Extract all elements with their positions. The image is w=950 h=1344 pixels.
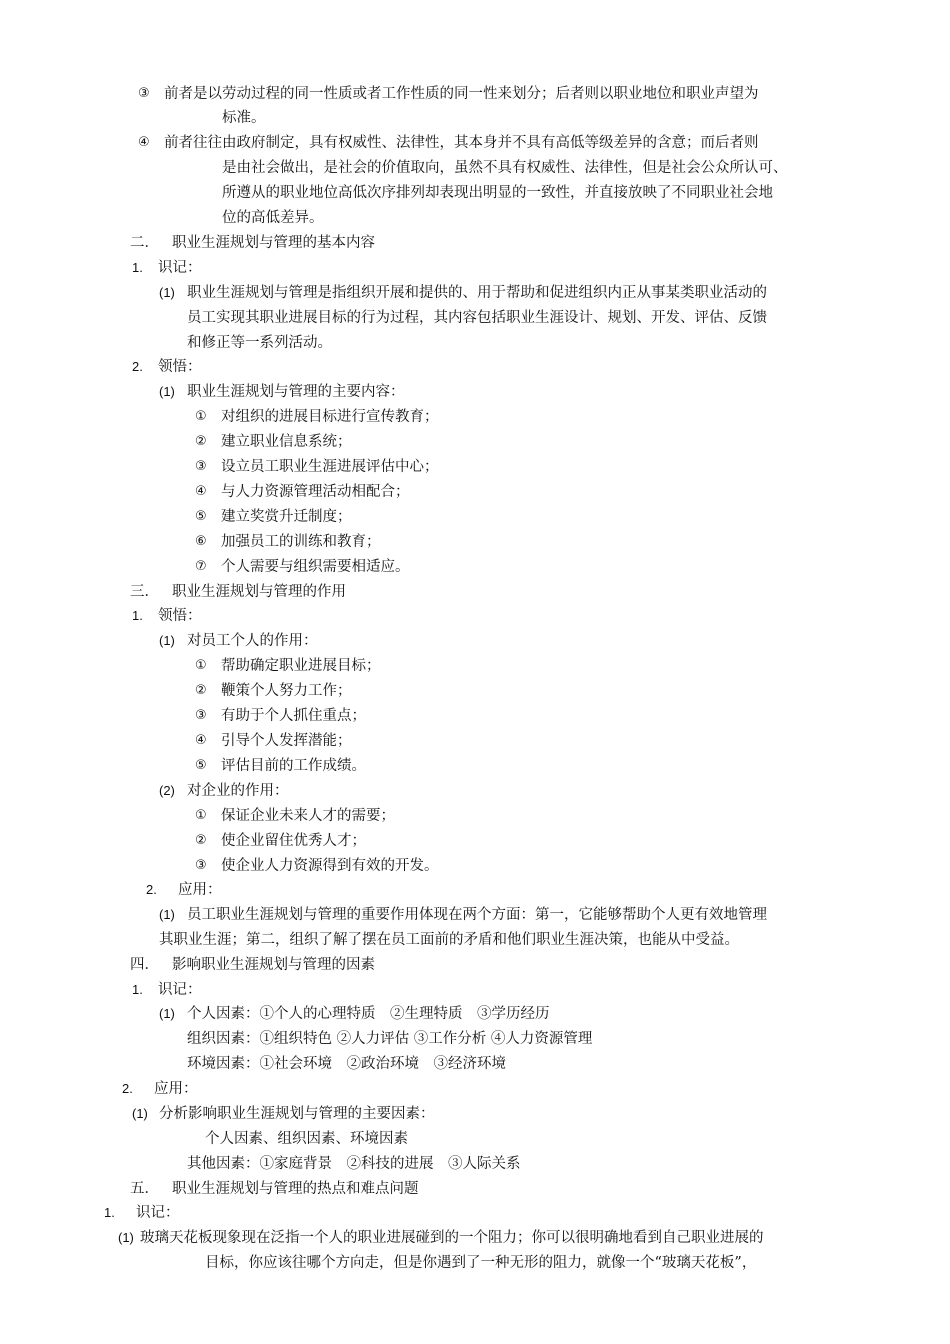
item-marker: ③ [195,858,207,873]
subsection-number: 2. [132,359,143,374]
item-marker: ① [195,808,207,823]
item-marker: ① [195,658,207,673]
section-number: 五． [130,1181,159,1197]
item-marker: ② [195,434,207,449]
paragraph-number: (1) [132,1106,148,1121]
subsection-label: 识记： [158,260,202,276]
section-title: 职业生涯规划与管理的热点和难点问题 [172,1181,419,1197]
subsection-label: 领悟： [158,359,202,375]
list-item: 加强员工的训练和教育； [221,534,381,550]
item-marker: ③ [195,459,207,474]
paragraph-line: 组织因素：①组织特色 ②人力评估 ③工作分析 ④人力资源管理 [187,1031,593,1047]
paragraph-line: 所遵从的职业地位高低次序排列却表现出明显的一致性，并直接放映了不同职业社会地 [222,185,773,201]
paragraph-number: (1) [159,384,175,399]
subsection-number: 1. [132,608,143,623]
item-marker: ② [195,833,207,848]
paragraph-line: 分析影响职业生涯规划与管理的主要因素： [159,1106,435,1122]
item-marker: ② [195,683,207,698]
paragraph-line: 前者往往由政府制定，具有权威性、法律性，其本身并不具有高低等级差异的含意；而后者则 [164,135,759,151]
item-marker: ① [195,409,207,424]
paragraph-line: 对企业的作用： [187,783,289,799]
list-item: 有助于个人抓住重点； [221,708,366,724]
list-item: 个人需要与组织需要相适应。 [221,559,410,575]
section-title: 职业生涯规划与管理的基本内容 [172,235,375,251]
paragraph-line: 位的高低差异。 [222,210,324,226]
subsection-number: 1. [132,260,143,275]
section-title: 影响职业生涯规划与管理的因素 [172,957,375,973]
paragraph-line: 前者是以劳动过程的同一性质或者工作性质的同一性来划分；后者则以职业地位和职业声望为 [164,86,759,102]
subsection-label: 应用： [178,882,222,898]
subsection-number: 1. [132,982,143,997]
list-item: 建立职业信息系统； [221,434,352,450]
paragraph-line: 对员工个人的作用： [187,633,318,649]
paragraph-number: (1) [159,633,175,648]
item-marker: ③ [138,86,150,101]
item-marker: ⑦ [195,559,207,574]
paragraph-line: 玻璃天花板现象现在泛指一个人的职业进展碰到的一个阻力；你可以很明确地看到自己职业进展的 [140,1230,764,1246]
subsection-label: 应用： [154,1081,198,1097]
paragraph-number: (1) [159,907,175,922]
subsection-number: 2. [122,1081,133,1096]
item-marker: ⑤ [195,758,207,773]
section-number: 三． [130,584,159,600]
paragraph-line: 目标，你应该往哪个方向走，但是你遇到了一种无形的阻力，就像一个“玻璃天花板”， [205,1255,757,1271]
list-item: 对组织的进展目标进行宣传教育； [221,409,439,425]
paragraph-number: (1) [118,1230,134,1245]
section-title: 职业生涯规划与管理的作用 [172,584,346,600]
paragraph-line: 职业生涯规划与管理是指组织开展和提供的、用于帮助和促进组织内正从事某类职业活动的 [187,285,767,301]
item-marker: ④ [138,135,150,150]
list-item: 评估目前的工作成绩。 [221,758,366,774]
list-item: 与人力资源管理活动相配合； [221,484,410,500]
section-number: 二． [130,235,159,251]
item-marker: ③ [195,708,207,723]
paragraph-number: (2) [159,783,175,798]
subsection-label: 领悟： [158,608,202,624]
item-marker: ⑤ [195,509,207,524]
paragraph-line: 个人因素、组织因素、环境因素 [205,1131,408,1147]
item-marker: ⑥ [195,534,207,549]
paragraph-line: 员工实现其职业进展目标的行为过程，其内容包括职业生涯设计、规划、开发、评估、反馈 [187,310,767,326]
list-item: 建立奖赏升迁制度； [221,509,352,525]
paragraph-line: 其他因素：①家庭背景 ②科技的进展 ③人际关系 [187,1156,521,1172]
paragraph-line: 标准。 [222,110,266,126]
list-item: 使企业人力资源得到有效的开发。 [221,858,439,874]
subsection-number: 2. [146,882,157,897]
list-item: 鞭策个人努力工作； [221,683,352,699]
subsection-label: 识记： [158,982,202,998]
paragraph-line: 职业生涯规划与管理的主要内容： [187,384,405,400]
list-item: 引导个人发挥潜能； [221,733,352,749]
paragraph-line: 其职业生涯；第二，组织了解了摆在员工面前的矛盾和他们职业生涯决策，也能从中受益。 [159,932,739,948]
list-item: 使企业留住优秀人才； [221,833,366,849]
list-item: 设立员工职业生涯进展评估中心； [221,459,439,475]
list-item: 保证企业未来人才的需要； [221,808,395,824]
subsection-label: 识记： [136,1205,180,1221]
paragraph-number: (1) [159,285,175,300]
list-item: 帮助确定职业进展目标； [221,658,381,674]
paragraph-line: 个人因素：①个人的心理特质 ②生理特质 ③学历经历 [187,1006,550,1022]
paragraph-line: 是由社会做出，是社会的价值取向，虽然不具有权威性、法律性，但是社会公众所认可、 [222,160,788,176]
paragraph-number: (1) [159,1006,175,1021]
item-marker: ④ [195,733,207,748]
paragraph-line: 和修正等一系列活动。 [187,335,332,351]
paragraph-line: 员工职业生涯规划与管理的重要作用体现在两个方面：第一，它能够帮助个人更有效地管理 [187,907,767,923]
subsection-number: 1. [104,1205,115,1220]
section-number: 四． [130,957,159,973]
paragraph-line: 环境因素：①社会环境 ②政治环境 ③经济环境 [187,1056,506,1072]
item-marker: ④ [195,484,207,499]
